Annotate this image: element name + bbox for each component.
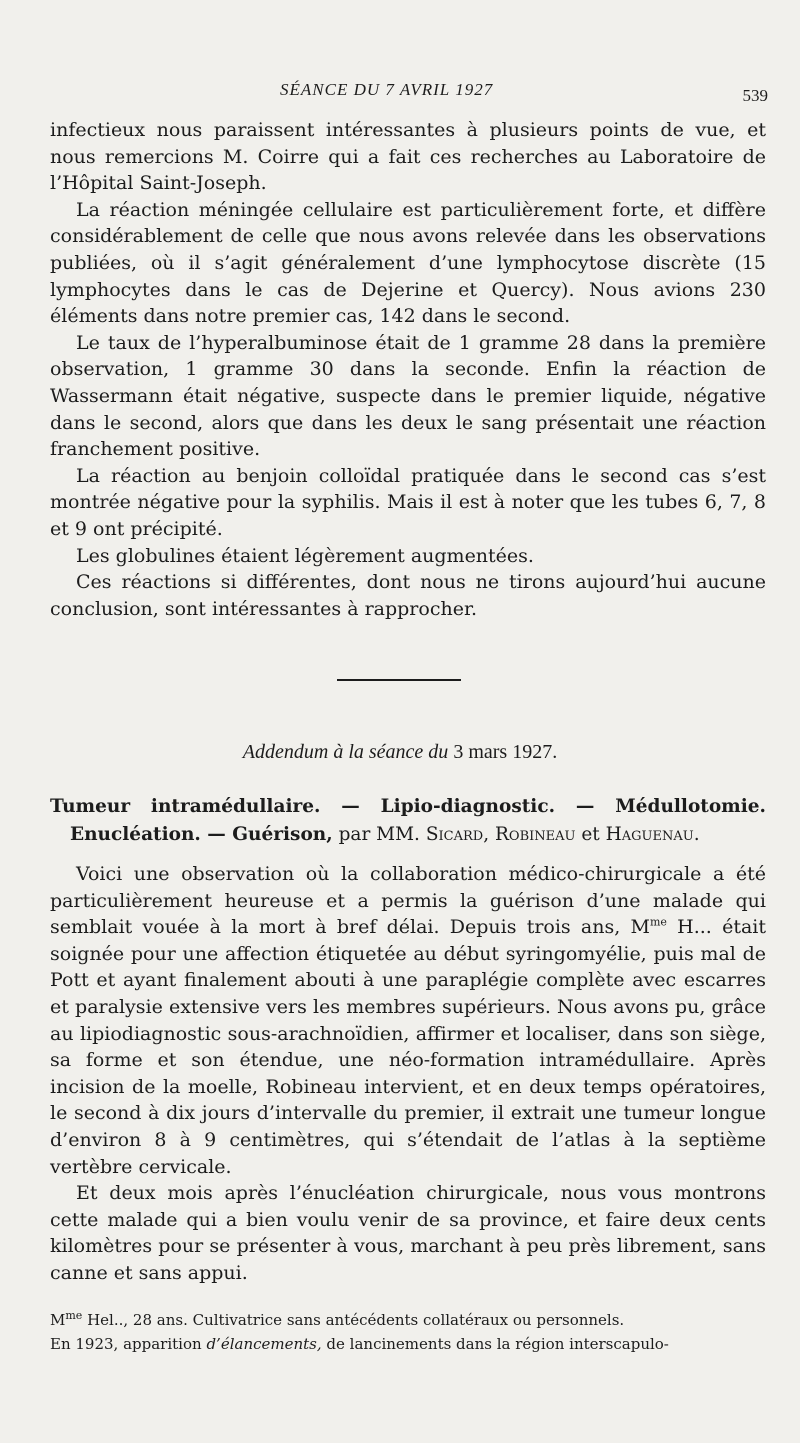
note-line (50, 1332, 766, 1356)
note-text: En 1923, apparition (50, 1335, 202, 1353)
paragraph: Les globulines étaient légèrement augmentées. (76, 544, 534, 567)
byline-prefix: par MM. (338, 824, 420, 845)
superscript: me (649, 915, 667, 929)
title-line-2 (50, 821, 766, 849)
superscript: me (65, 1309, 83, 1322)
body-paragraph: Et deux mois après l’énucléation chirurgicale, nous vous montrons cette malade qui a bien voulu venir de sa province, et faire deux cents kilomètres pour se présenter à vous, marchant à peu près librement, sans canne et sans appui. (50, 1182, 766, 1284)
body-text: Voici une observation où la collaboration médico-chirurgicale a été particulièrement heureuse et a permis la guérison d’une malade qui semblait vouée à la mort à bref délai. Depuis trois ans, M (50, 863, 766, 939)
note-line (50, 1308, 766, 1332)
section-divider (337, 679, 461, 681)
author-sicard: Sicard, (425, 824, 490, 845)
paragraph: La réaction au benjoin colloïdal pratiquée dans le second cas s’est montrée négative pour la syphilis. Mais il est à noter que les tubes 6, 7, 8 et 9 ont précipité. (50, 464, 766, 540)
running-title: SÉANCE DU 7 AVRIL 1927 (280, 80, 494, 99)
case-notes (50, 1308, 766, 1356)
note-text: Hel.., 28 ans. Cultivatrice sans antécédents collatéraux ou personnels. (82, 1311, 625, 1329)
note-text: de lancinements dans la région interscapulo- (326, 1335, 669, 1353)
paragraph: Ces réactions si différentes, dont nous ne tirons aujourd’hui aucune conclusion, sont intéressantes à rapprocher. (50, 571, 766, 620)
note-text: M (50, 1311, 66, 1329)
top-text-block (50, 117, 766, 622)
paragraph: infectieux nous paraissent intéressantes à plusieurs points de vue, et nous remercions M. Coirre qui a fait ces recherches au Laboratoire de l’Hôpital Saint-Joseph. (50, 119, 766, 195)
running-head (0, 80, 800, 104)
byline-and: et (581, 824, 600, 845)
body-text: H... était soignée pour une affection étiquetée au début syringomyélie, puis mal de Pott et ayant finalement abouti à une paraplégie complète avec escarres et paralysie extensive vers les membres supérieurs. Nous avons pu, grâce au lipiodiagnostic sous-arachnoïdien, affirmer et localiser, dans son siège, sa forme et son étendue, une néo-formation intramédullaire. Après incision de la moelle, Robineau intervient, et en deux temps opératoires, le second à dix jours d’intervalle du premier, il extrait une tumeur longue d’environ 8 à 9 centimètres, qui s’étendait de l’atlas à la septième vertèbre cervicale. (50, 916, 766, 1178)
addendum-date: 3 mars 1927. (453, 741, 558, 763)
author-haguenau: Haguenau. (605, 824, 700, 845)
addendum-heading (0, 741, 800, 764)
title-line-1: Tumeur intramédullaire. — Lipio-diagnostic. — Médullotomie. (50, 796, 766, 817)
author-robineau: Robineau (494, 824, 576, 845)
note-italic: d’élancements, (206, 1335, 322, 1353)
addendum-prefix: Addendum à la séance du (242, 741, 449, 763)
article-title (50, 793, 766, 849)
paragraph: Le taux de l’hyperalbuminose était de 1 gramme 28 dans la première observation, 1 gramme 30 dans la seconde. Enfin la réaction de Wassermann était négative, suspecte dans le premier liquide, négative dans le second, alors que dans les deux le sang présentait une réaction franchement positive. (50, 331, 766, 461)
body-paragraph (50, 861, 766, 1180)
article-body (50, 861, 766, 1287)
page-number: 539 (742, 86, 768, 105)
title-line-2-text: Enucléation. — Guérison, (70, 824, 333, 845)
paragraph: La réaction méningée cellulaire est particulièrement forte, et diffère considérablement de celle que nous avons relevée dans les observations publiées, où il s’agit généralement d’une lymphocytose discrète (15 lymphocytes dans le cas de Dejerine et Quercy). Nous avions 230 éléments dans notre premier cas, 142 dans le second. (50, 198, 766, 328)
